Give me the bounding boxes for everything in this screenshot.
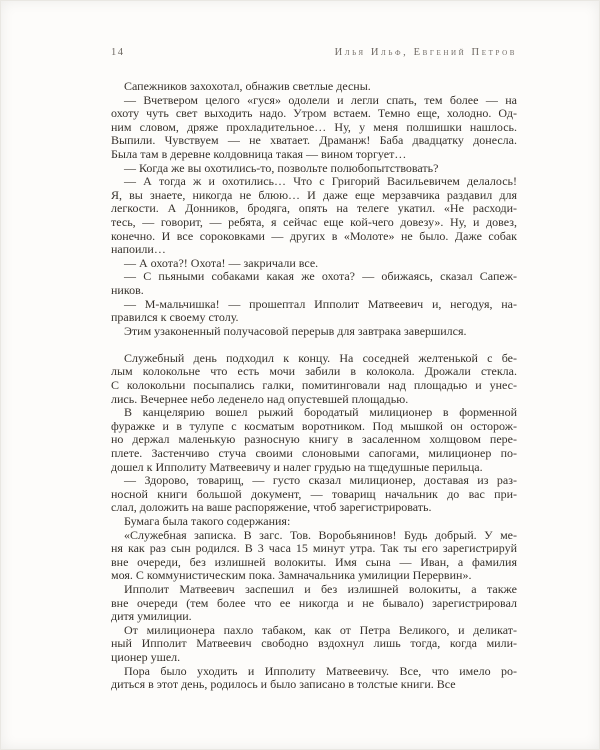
text-line: С колокольни посыпались галки, помитинговали над площадью и унес- bbox=[111, 378, 517, 393]
text-line: напоили… bbox=[111, 242, 166, 257]
text-line: — А охота?! Охота! — закричали все. bbox=[124, 255, 319, 270]
paragraph bbox=[111, 270, 517, 297]
paragraph bbox=[111, 298, 517, 325]
paragraph bbox=[111, 325, 517, 339]
text-line: — Когда же вы охотились-то, позвольте полюбопытствовать? bbox=[124, 160, 439, 175]
text-line: дитя умилиции. bbox=[111, 609, 192, 624]
text-line: правился к своему столу. bbox=[111, 310, 239, 325]
text-line: ним словом, дряже прохладительное… Ну, у меня полшишки нашлось. bbox=[111, 119, 517, 134]
text-line: легкости. А Донников, бродяга, опять на телеге укатил. «Не расходи- bbox=[111, 201, 517, 216]
paragraph bbox=[111, 94, 517, 162]
text-line: Бумага была такого содержания: bbox=[124, 514, 291, 528]
paragraph bbox=[111, 624, 517, 665]
paragraph bbox=[111, 474, 517, 515]
page-body bbox=[111, 80, 517, 692]
text-line: лым колокольне что есть мочи забили в колокола. Дрожали стекла. bbox=[111, 364, 517, 379]
text-line: но держал маленькую разносную книгу в засаленном холщовом пере- bbox=[111, 432, 517, 447]
text-line: — Здорово, товарищ, — густо сказал милиционер, доставая из раз- bbox=[124, 473, 517, 488]
text-line: вне очереди, без излишней волокиты. Имя сына — Иван, а фамилия bbox=[111, 554, 517, 569]
paragraph bbox=[111, 257, 517, 271]
text-line: — А тогда ж и охотились… Что с Григорий Васильевичем делалось! bbox=[124, 174, 517, 189]
paragraph bbox=[111, 162, 517, 176]
text-line: дошел к Ипполиту Матвеевичу и налег грудью на тщедушные перильца. bbox=[111, 459, 483, 474]
paragraph bbox=[111, 175, 517, 257]
text-line: Служебный день подходил к концу. На соседней желтенькой с бе- bbox=[124, 350, 517, 365]
text-line: вне очереди (тем более что ее никогда и не бывало) зарегистрировал bbox=[111, 595, 517, 610]
paragraph bbox=[111, 515, 517, 529]
text-line: ционер ушел. bbox=[111, 649, 181, 664]
text-line: — Вчетвером целого «гуся» одолели и легли спать, тем более — на bbox=[124, 92, 517, 107]
text-line: тесь, — говорит, — ребята, я сейчас еще кой-чего довезу». Ну, и довез, bbox=[111, 214, 517, 229]
text-line: Ипполит Матвеевич заспешил и без излишней волокиты, а также bbox=[124, 581, 517, 596]
text-line: лись. Вечернее небо леденело над опустевшей площадью. bbox=[111, 391, 409, 406]
text-line: Была там в деревне колдовница такая — вином торгует… bbox=[111, 146, 407, 161]
paragraph bbox=[111, 406, 517, 474]
paragraph bbox=[111, 352, 517, 406]
text-line: Я, вы знаете, никогда не блюю… И даже еще мерзавчика раздавил для bbox=[111, 187, 517, 202]
running-head bbox=[111, 47, 517, 58]
text-line: ников. bbox=[111, 282, 144, 297]
text-line: ня как раз сын родился. В 3 часа 15 минут утра. Так ты его зарегистрируй bbox=[111, 541, 517, 556]
paragraph bbox=[111, 665, 517, 692]
text-line: Выпили. Чувствуем — не хватает. Драманж! Баба двадцатку донесла. bbox=[111, 133, 517, 148]
text-line: От милиционера пахло табаком, как от Петра Великого, и деликат- bbox=[124, 622, 517, 637]
text-line: диться в этот день, родилось и было записано в толстые книги. Все bbox=[111, 677, 456, 692]
text-line: охоту чуть свет выходить надо. Утром встаем. Темно еще, холодно. Од- bbox=[111, 106, 517, 121]
running-title: Илья Ильф, Евгений Петров bbox=[334, 47, 517, 58]
paragraph bbox=[111, 529, 517, 583]
text-line: Этим узаконенный получасовой перерыв для завтрака завершился. bbox=[124, 323, 467, 338]
text-line: Сапежников захохотал, обнажив светлые десны. bbox=[124, 79, 371, 93]
text-line: конечно. И все сороковками — других в «Молоте» не было. Даже собак bbox=[111, 228, 517, 243]
page-number: 14 bbox=[111, 47, 125, 58]
text-line: «Служебная записка. В загс. Тов. Воробьянинов! Будь добрый. У ме- bbox=[124, 527, 517, 542]
text-line: ный Ипполит Матвеевич свободно вздохнул лишь тогда, когда мили- bbox=[111, 636, 517, 651]
text-line: плете. Застенчиво стуча своими слоновыми сапогами, милиционер по- bbox=[111, 446, 517, 461]
text-line: фуражке и в тулупе с косматым воротником. Под мышкой он осторож- bbox=[111, 418, 517, 433]
text-line: В канцелярию вошел рыжий бородатый милиционер в форменной bbox=[124, 405, 517, 420]
paragraph bbox=[111, 80, 517, 94]
text-line: Пора было уходить и Ипполиту Матвеевичу. Все, что имело ро- bbox=[124, 663, 517, 678]
text-line: — С пьяными собаками какая же охота? — обижаясь, сказал Сапеж- bbox=[124, 269, 517, 284]
text-line: носной книги большой документ, — товарищ начальник до вас при- bbox=[111, 486, 517, 501]
text-line: слал, доложить на ваше распоряжение, чтоб зарегистрировать. bbox=[111, 500, 432, 515]
paragraph bbox=[111, 583, 517, 624]
text-line: моя. С коммунистическим пока. Замначальника умилиции Перервин». bbox=[111, 568, 472, 583]
text-line: — М-мальчишка! — прошептал Ипполит Матвеевич и, негодуя, на- bbox=[124, 296, 517, 311]
